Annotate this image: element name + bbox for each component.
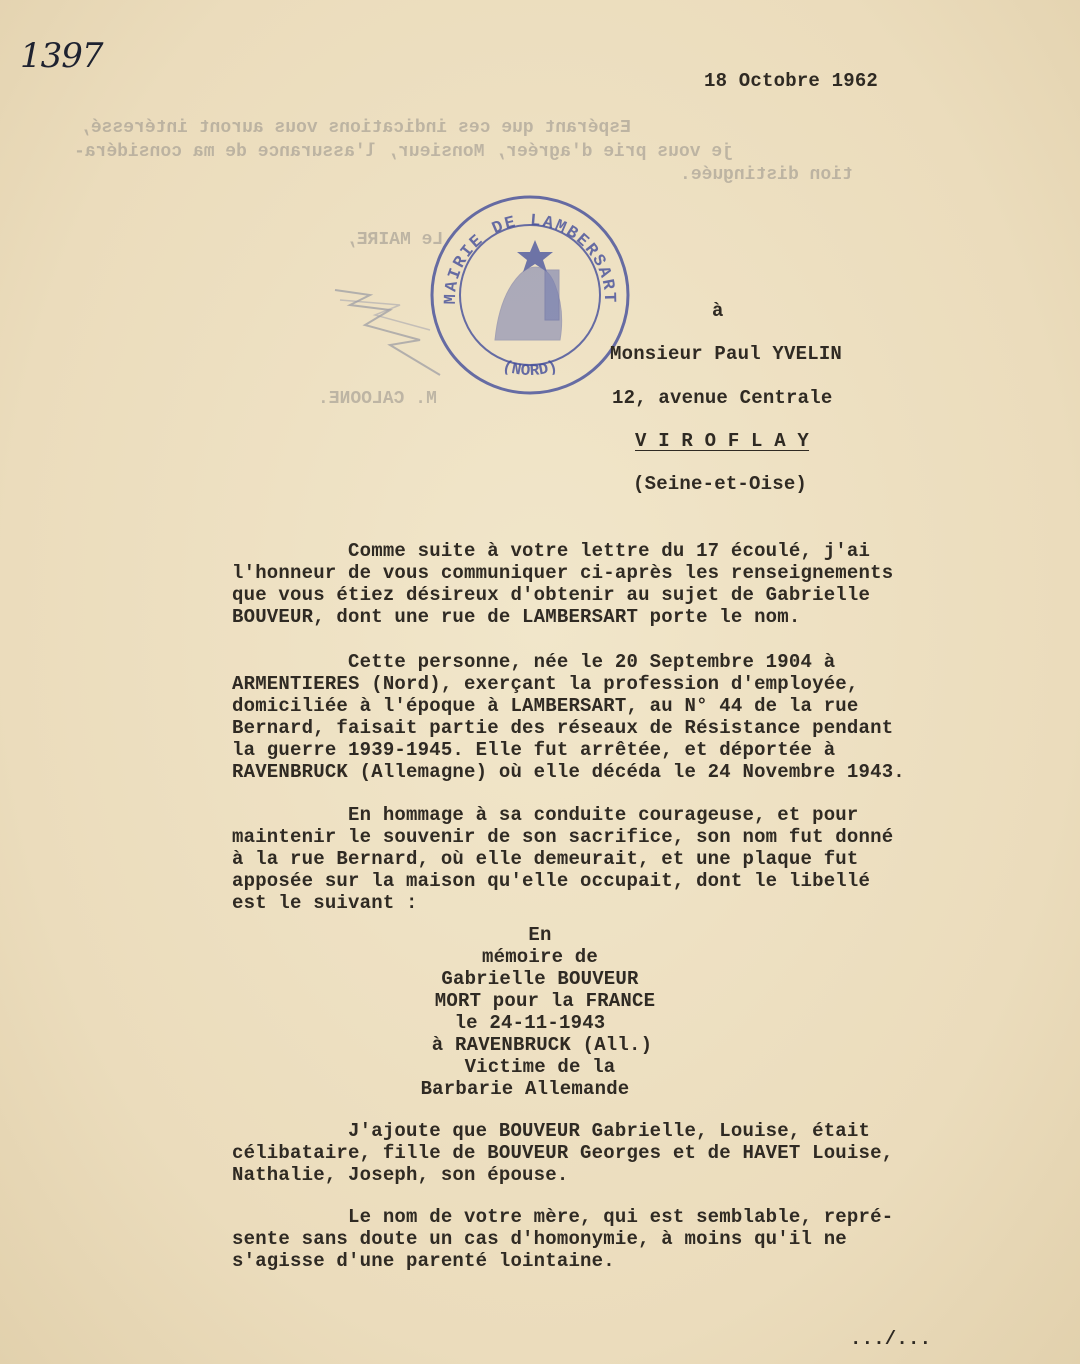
p2-line-6: RAVENBRUCK (Allemagne) où elle décéda le 24 Novembre 1943. xyxy=(232,761,905,783)
plaque-line-8: Barbarie Allemande xyxy=(420,1078,630,1100)
ghost-line-1: Espérant que ces indications vous auront intéressé, xyxy=(80,118,631,138)
p5-line-3: s'agisse d'une parenté lointaine. xyxy=(232,1250,615,1272)
p5-line-1: Le nom de votre mère, qui est semblable, repré- xyxy=(232,1206,894,1228)
p3-line-3: à la rue Bernard, où elle demeurait, et une plaque fut xyxy=(232,848,859,870)
p4-line-1: J'ajoute que BOUVEUR Gabrielle, Louise, était xyxy=(232,1120,871,1142)
recipient-street: 12, avenue Centrale xyxy=(612,387,833,409)
plaque-line-4: MORT pour la FRANCE xyxy=(434,990,656,1012)
p2-line-3: domiciliée à l'époque à LAMBERSART, au N° 44 de la rue xyxy=(232,695,859,717)
ghost-line-3: tion distinguée. xyxy=(680,165,853,185)
recipient-prefix: à xyxy=(712,300,724,322)
continuation-mark: .../... xyxy=(850,1328,932,1350)
p2-line-1: Cette personne, née le 20 Septembre 1904 à xyxy=(232,651,836,673)
plaque-line-1: En xyxy=(528,924,552,946)
plaque-line-7: Victime de la xyxy=(464,1056,616,1078)
p1-line-4: BOUVEUR, dont une rue de LAMBERSART porte le nom. xyxy=(232,606,801,628)
plaque-line-6: à RAVENBRUCK (All.) xyxy=(431,1034,653,1056)
handwritten-annotation: 1397 xyxy=(20,36,103,76)
p4-line-3: Nathalie, Joseph, son épouse. xyxy=(232,1164,569,1186)
recipient-city: V I R O F L A Y xyxy=(635,430,810,452)
p3-line-1: En hommage à sa conduite courageuse, et pour xyxy=(232,804,859,826)
p3-line-4: apposée sur la maison qu'elle occupait, dont le libellé xyxy=(232,870,871,892)
ghost-maire: Le MAIRE, xyxy=(346,230,444,250)
ghost-name: M. CALOONE. xyxy=(318,389,437,409)
stamp-top-text: MAIRIE DE LAMBERSART xyxy=(441,211,619,305)
svg-text:(NORD) xyxy=(500,357,560,380)
p1-line-2: l'honneur de vous communiquer ci-après les renseignements xyxy=(232,562,894,584)
ghost-line-2: je vous prie d'agréer, Monsieur, l'assurance de ma considéra- xyxy=(74,142,733,162)
p4-line-2: célibataire, fille de BOUVEUR Georges et de HAVET Louise, xyxy=(232,1142,894,1164)
plaque-line-5: le 24-11-1943 xyxy=(454,1012,606,1034)
p2-line-4: Bernard, faisait partie des réseaux de Résistance pendant xyxy=(232,717,894,739)
letter-date: 18 Octobre 1962 xyxy=(704,70,879,92)
p3-line-5: est le suivant : xyxy=(232,892,418,914)
plaque-line-2: mémoire de xyxy=(481,946,599,968)
recipient-name: Monsieur Paul YVELIN xyxy=(610,343,843,365)
p2-line-2: ARMENTIERES (Nord), exerçant la profession d'employée, xyxy=(232,673,859,695)
p1-line-1: Comme suite à votre lettre du 17 écoulé, j'ai xyxy=(232,540,871,562)
p2-line-5: la guerre 1939-1945. Elle fut arrêtée, et déportée à xyxy=(232,739,836,761)
recipient-department: (Seine-et-Oise) xyxy=(633,473,808,495)
p1-line-3: que vous étiez désireux d'obtenir au sujet de Gabrielle xyxy=(232,584,871,606)
plaque-line-3: Gabrielle BOUVEUR xyxy=(441,968,639,990)
p5-line-2: sente sans doute un cas d'homonymie, à moins qu'il ne xyxy=(232,1228,847,1250)
mairie-stamp xyxy=(425,190,635,400)
stamp-bottom-text: (NORD) xyxy=(500,357,560,381)
p3-line-2: maintenir le souvenir de son sacrifice, son nom fut donné xyxy=(232,826,894,848)
